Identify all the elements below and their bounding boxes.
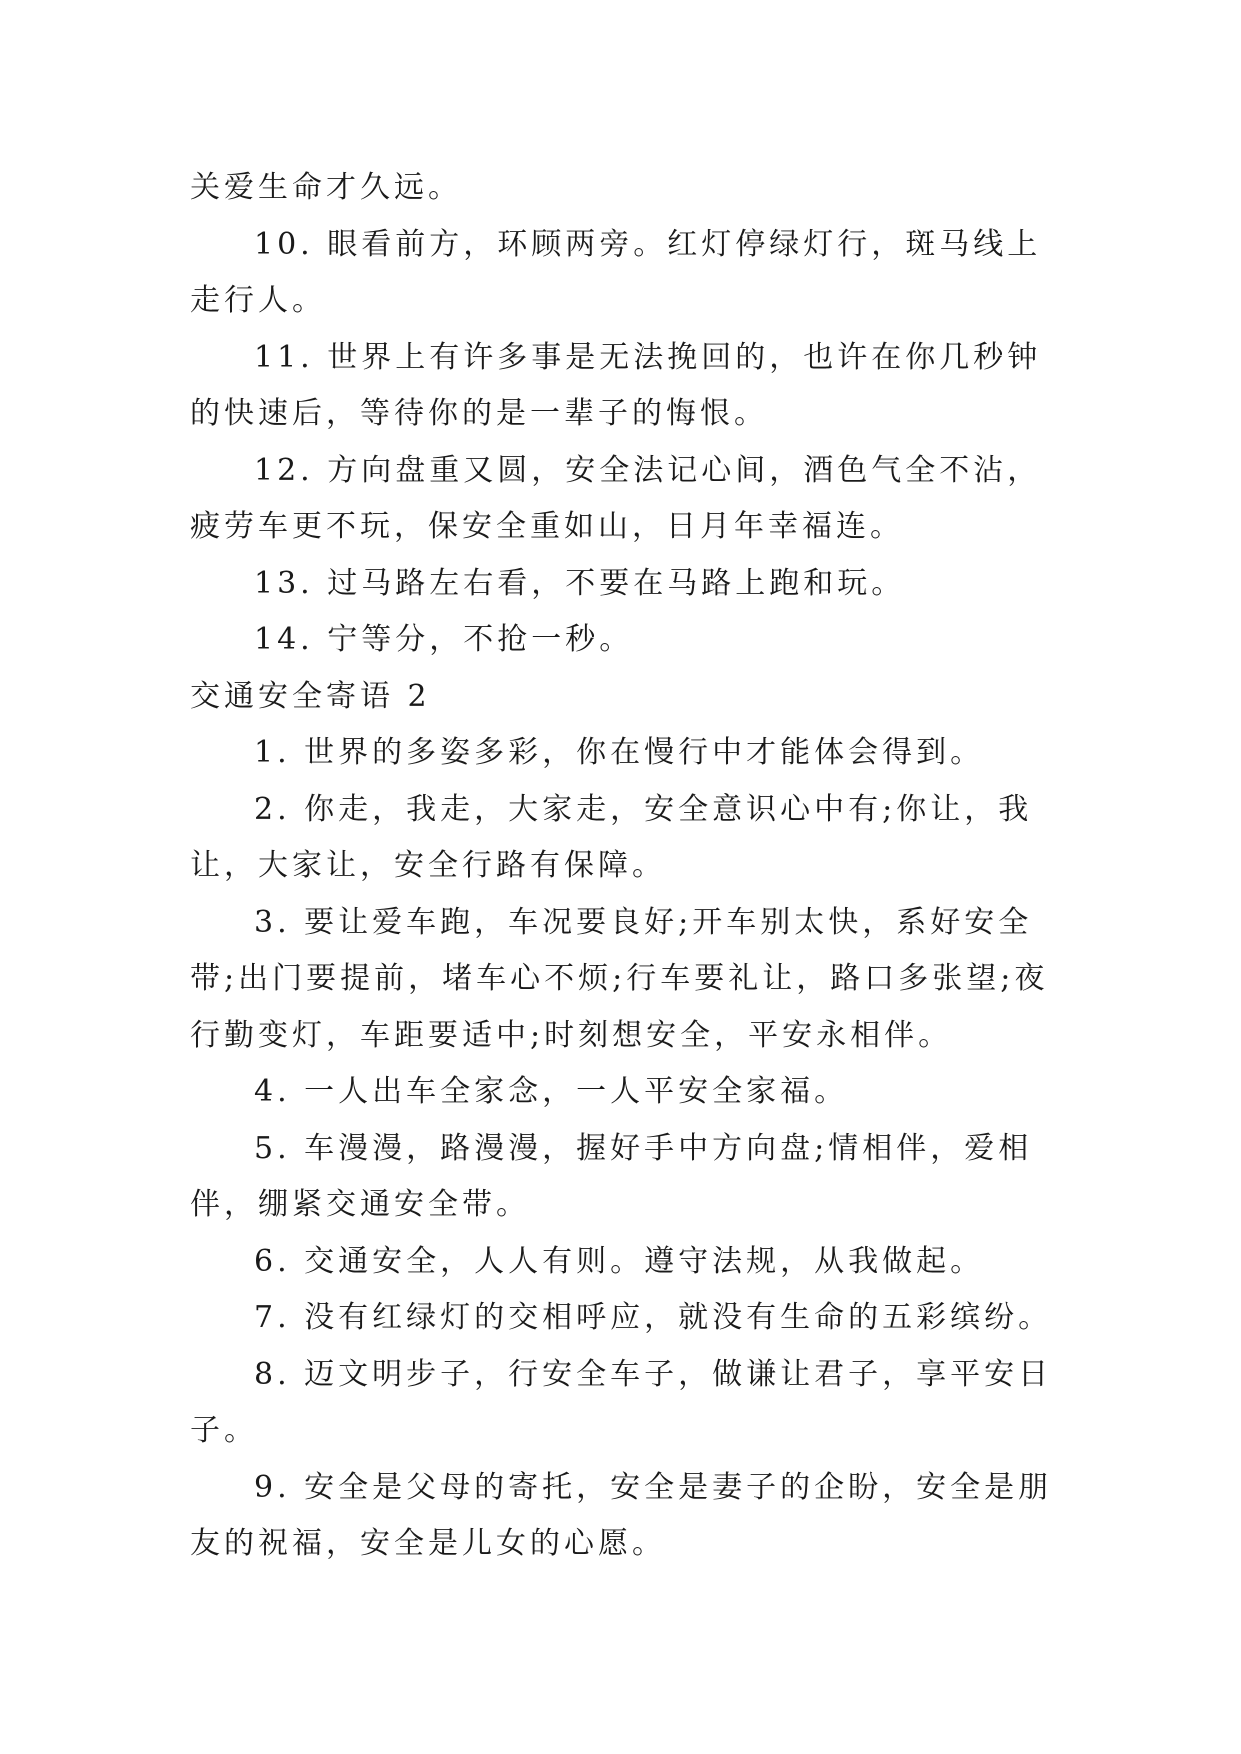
paragraph-continuation: 关爱生命才久远。 — [190, 170, 462, 205]
slogan-item-2: 2. 你走，我走，大家走，安全意识心中有;你让，我让，大家让，安全行路有保障。 — [190, 791, 1033, 883]
document-body — [190, 160, 1070, 1573]
slogan-item-7: 7. 没有红绿灯的交相呼应，就没有生命的五彩缤纷。 — [254, 1300, 1053, 1335]
slogan-item-4: 4. 一人出车全家念，一人平安全家福。 — [254, 1074, 849, 1109]
slogan-item-8: 8. 迈文明步子，行安全车子，做谦让君子，享平安日子。 — [190, 1356, 1053, 1448]
slogan-item-11: 11. 世界上有许多事是无法挽回的，也许在你几秒钟的快速后，等待你的是一辈子的悔恨。 — [190, 339, 1042, 431]
slogan-item-6: 6. 交通安全，人人有则。遵守法规，从我做起。 — [254, 1243, 985, 1279]
slogan-item-13: 13. 过马路左右看，不要在马路上跑和玩。 — [254, 565, 906, 601]
slogan-item-1: 1. 世界的多姿多彩，你在慢行中才能体会得到。 — [254, 735, 985, 770]
slogan-item-5: 5. 车漫漫，路漫漫，握好手中方向盘;情相伴，爱相伴，绷紧交通安全带。 — [190, 1130, 1033, 1222]
section-heading: 交通安全寄语 2 — [190, 678, 431, 714]
slogan-item-10: 10. 眼看前方，环顾两旁。红灯停绿灯行，斑马线上走行人。 — [190, 226, 1042, 318]
slogan-item-14: 14. 宁等分，不抢一秒。 — [254, 622, 634, 657]
slogan-item-3: 3. 要让爱车跑，车况要良好;开车别太快，系好安全带;出门要提前，堵车心不烦;行车要礼让，路口多张望;夜行勤变灯，车距要适中;时刻想安全，平安永相伴。 — [190, 904, 1049, 1053]
slogan-item-12: 12. 方向盘重又圆，安全法记心间，酒色气全不沾，疲劳车更不玩，保安全重如山，日月年幸福连。 — [190, 452, 1042, 544]
slogan-item-9: 9. 安全是父母的寄托，安全是妻子的企盼，安全是朋友的祝福，安全是儿女的心愿。 — [190, 1469, 1053, 1561]
